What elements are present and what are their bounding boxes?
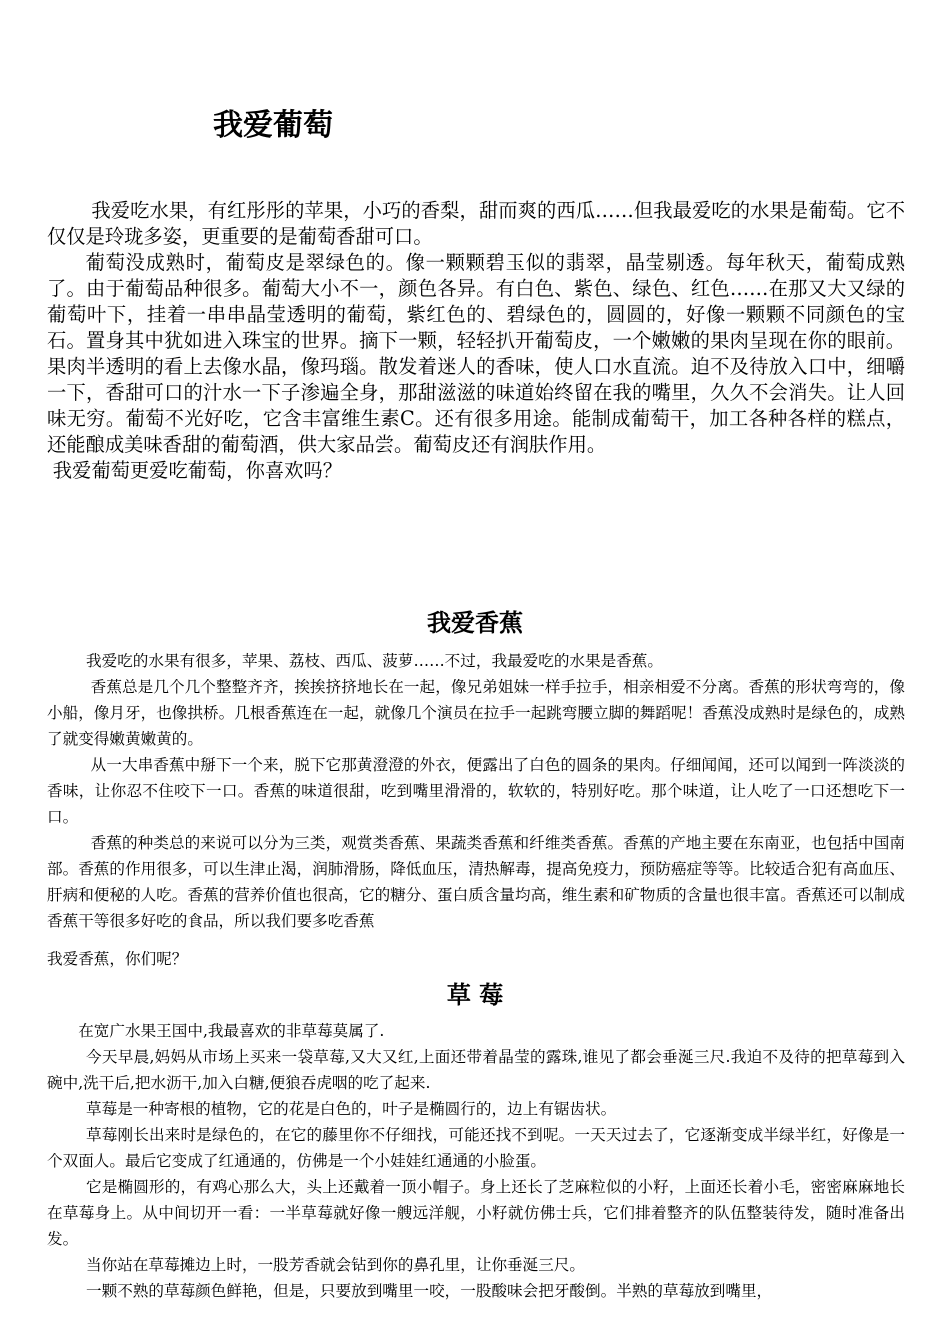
- strawberry-title: 草 莓: [446, 981, 504, 1009]
- strawberry-body: [47, 1018, 905, 1304]
- banana-title: 我爱香蕉: [427, 609, 523, 637]
- strawberry-paragraph-6: 当你站在草莓摊边上时，一股芳香就会钻到你的鼻孔里，让你垂涎三尺。: [86, 1256, 586, 1274]
- strawberry-paragraph-2: 今天早晨,妈妈从市场上买来一袋草莓,又大又红,上面还带着晶莹的露珠,谁见了都会垂涎三尺.我迫不及待的把草莓到入碗中,洗干后,把水沥干,加入白糖,便狼吞虎咽的吃了起来.: [47, 1048, 905, 1092]
- strawberry-paragraph-1: 在宽广水果王国中,我最喜欢的非草莓莫属了.: [78, 1022, 385, 1040]
- banana-paragraph-2: 香蕉总是几个几个整整齐齐，挨挨挤挤地长在一起，像兄弟姐妹一样手拉手，相亲相爱不分离。香蕉的形状弯弯的，像小船，像月牙，也像拱桥。几根香蕉连在一起，就像几个演员在拉手一起跳弯腰立脚的舞蹈呢！香蕉没成熟时是绿色的，成熟了就变得嫩黄嫩黄的。: [47, 678, 905, 748]
- banana-closing: 我爱香蕉，你们呢？: [47, 950, 188, 968]
- grape-title: 我爱葡萄: [213, 108, 333, 143]
- grape-paragraph-1: 我爱吃水果，有红彤彤的苹果，小巧的香梨，甜而爽的西瓜……但我最爱吃的水果是葡萄。它不仅仅是玲珑多姿，更重要的是葡萄香甜可口。: [47, 199, 905, 248]
- grape-paragraph-3: 我爱葡萄更爱吃葡萄，你喜欢吗？: [52, 459, 342, 482]
- banana-body: [47, 648, 905, 934]
- strawberry-paragraph-3: 草莓是一种寄根的植物，它的花是白色的，叶子是椭圆行的，边上有锯齿状。: [86, 1100, 617, 1118]
- strawberry-paragraph-7: 一颗不熟的草莓颜色鲜艳，但是，只要放到嘴里一咬，一股酸味会把牙酸倒。半熟的草莓放到嘴里，: [86, 1282, 773, 1300]
- strawberry-paragraph-5: 它是椭圆形的，有鸡心那么大，头上还戴着一顶小帽子。身上还长了芝麻粒似的小籽，上面还长着小毛，密密麻麻地长在草莓身上。从中间切开一看：一半草莓就好像一艘远洋舰，小籽就仿佛士兵，它们排着整齐的队伍整装待发，随时准备出发。: [47, 1178, 905, 1248]
- banana-paragraph-4: 香蕉的种类总的来说可以分为三类，观赏类香蕉、果蔬类香蕉和纤维类香蕉。香蕉的产地主要在东南亚，也包括中国南部。香蕉的作用很多，可以生津止渴，润肺滑肠，降低血压，清热解毒，提高免疫力，预防癌症等等。比较适合犯有高血压、肝病和便秘的人吃。香蕉的营养价值也很高，它的糖分、蛋白质含量均高，维生素和矿物质的含量也很丰富。香蕉还可以制成香蕉干等很多好吃的食品，所以我们要多吃香蕉: [47, 834, 905, 930]
- banana-paragraph-1: 我爱吃的水果有很多，苹果、荔枝、西瓜、菠萝……不过，我最爱吃的水果是香蕉。: [86, 652, 663, 670]
- grape-body: [47, 198, 905, 484]
- grape-paragraph-2: 葡萄没成熟时，葡萄皮是翠绿色的。像一颗颗碧玉似的翡翠，晶莹剔透。每年秋天，葡萄成熟了。由于葡萄品种很多。葡萄大小不一，颜色各异。有白色、紫色、绿色、红色……在那又大又绿的葡萄叶下，挂着一串串晶莹透明的葡萄，紫红色的、碧绿色的，圆圆的，好像一颗颗不同颜色的宝石。置身其中犹如进入珠宝的世界。摘下一颗，轻轻扒开葡萄皮，一个嫩嫩的果肉呈现在你的眼前。果肉半透明的看上去像水晶，像玛瑙。散发着迷人的香味，使人口水直流。迫不及待放入口中，细嚼一下，香甜可口的汁水一下子渗遍全身，那甜滋滋的味道始终留在我的嘴里，久久不会消失。让人回味无穷。葡萄不光好吃，它含丰富维生素C。还有很多用途。能制成葡萄干，加工各种各样的糕点，还能酿成美味香甜的葡萄酒，供大家品尝。葡萄皮还有润肤作用。: [47, 251, 905, 456]
- strawberry-paragraph-4: 草莓刚长出来时是绿色的，在它的藤里你不仔细找，可能还找不到呢。一天天过去了，它逐渐变成半绿半红，好像是一个双面人。最后它变成了红通通的，仿佛是一个小娃娃红通通的小脸蛋。: [47, 1126, 905, 1170]
- banana-paragraph-3: 从一大串香蕉中掰下一个来，脱下它那黄澄澄的外衣，便露出了白色的圆条的果肉。仔细闻闻，还可以闻到一阵淡淡的香味，让你忍不住咬下一口。香蕉的味道很甜，吃到嘴里滑滑的，软软的，特别好吃。那个味道，让人吃了一口还想吃下一口。: [47, 756, 905, 826]
